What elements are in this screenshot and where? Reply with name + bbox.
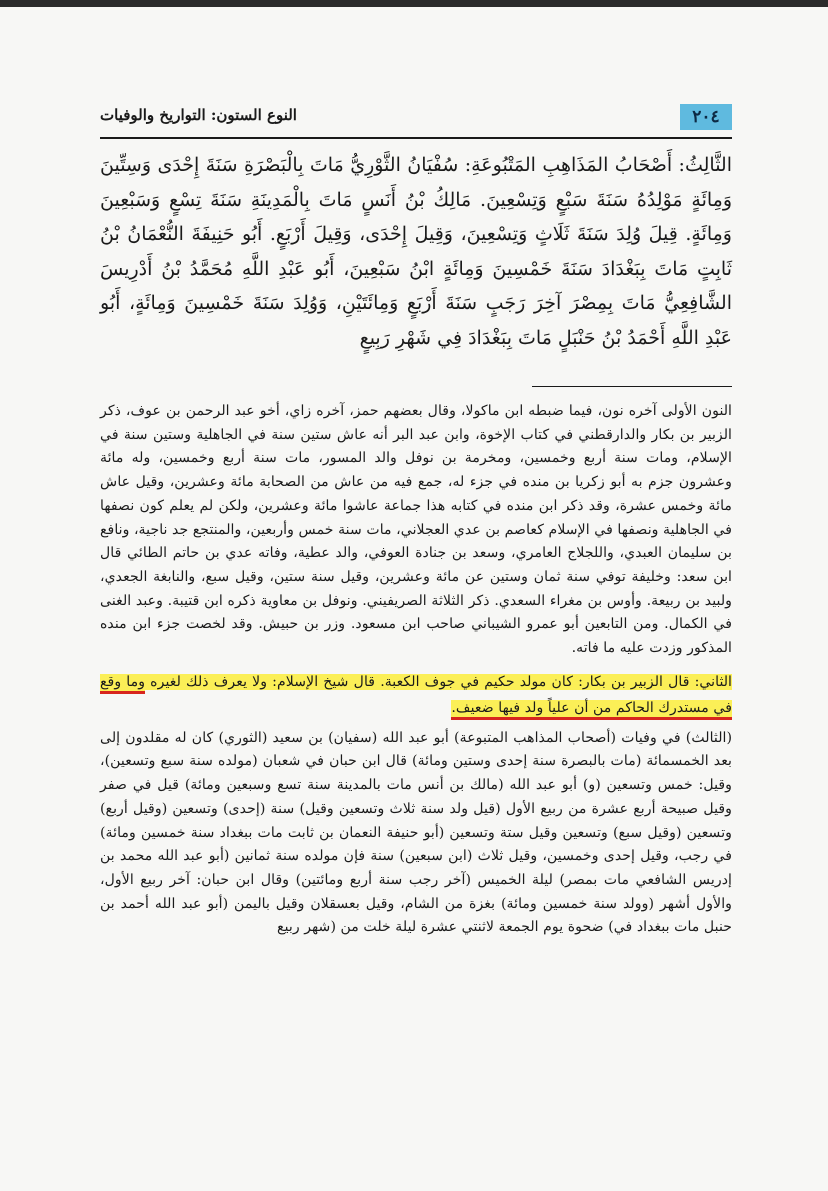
- header-divider: [100, 137, 732, 139]
- main-text: [100, 148, 732, 355]
- commentary-paragraph-3: (الثالث) في وفيات (أصحاب المذاهب المتبوعة) أبو عبد الله (سفيان) بن سعيد (الثوري) كان له مقلدون إلى بعد الخمسمائة (مات بالبصرة سنة إحدى وستين ومائة) قال ابن حبان في شعبان (مولده سنة سبع وتسعين)، وقيل: خمس وتسعين (و) أبو عبد الله (مالك بن أنس مات بالمدينة سنة تسع وسبعين ومائة) قيل في صفر وقيل صبيحة أربع عشرة من ربيع الأول (قيل ولد سنة ثلاث وتسعين وقيل) سنة (إحدى) وتسعين (وقيل أربع) وتسعين (وقيل سبع) وتسعين وقيل ستة وتسعين (أبو حنيفة النعمان بن ثابت مات ببغداد سنة خمسين ومائة) في رجب، وقيل إحدى وخمسين، وقيل ثلاث (ابن سبعين) سنة فإن مولده سنة ثمانين (أبو عبد الله محمد بن إدريس الشافعي مات بمصر) ليلة الخميس (آخر رجب سنة أربع ومائتين) وقال ابن حبان: آخر ربيع الأول، والأول أشهر (وولد سنة خمسين ومائة) بغزة من الشام، وقيل بعسقلان وقيل باليمن (أبو عبد الله أحمد بن حنبل مات ببغداد في) ضحوة يوم الجمعة لاثنتي عشرة ليلة خلت من (شهر ربيع: [100, 729, 732, 936]
- highlighted-text: الثاني: قال الزبير بن بكار: كان مولد حكيم في جوف الكعبة. قال شيخ الإسلام: ولا يعرف ذلك لغيره: [145, 673, 733, 690]
- highlighted-paragraph: [100, 669, 732, 721]
- chapter-title: النوع الستون: التواريخ والوفيات: [100, 106, 297, 124]
- footnote-divider: [532, 386, 732, 387]
- commentary: [100, 400, 732, 940]
- page-number: ٢٠٤: [680, 104, 732, 130]
- underlined-text: وما وقع في مستدرك الحاكم من أن علياً ولد فيها ضعيف.: [100, 674, 732, 720]
- top-bar: [0, 0, 828, 7]
- page-header: [100, 100, 732, 136]
- main-paragraph: الثَّالِثُ: أَصْحَابُ المَذَاهِبِ المَتْبُوعَةِ: سُفْيَانُ الثَّوْرِيُّ مَاتَ بِالْبَصْرَةِ سَنَةَ إِحْدَى وَسِتِّينَ وَمِائَةٍ مَوْلِدُهُ سَنَةَ سَبْعٍ وَتِسْعِينَ. مَالِكُ بْنُ أَنَسٍ مَاتَ بِالْمَدِينَةِ سَنَةَ تِسْعٍ وَسَبْعِينَ وَمِائَةٍ. قِيلَ وُلِدَ سَنَةَ ثَلَاثٍ وَتِسْعِينَ، وَقِيلَ إِحْدَى، وَقِيلَ أَرْبَعٍ. أَبُو حَنِيفَةَ النُّعْمَانُ بْنُ ثَابِتٍ مَاتَ بِبَغْدَادَ سَنَةَ خَمْسِينَ وَمِائَةٍ ابْنُ سَبْعِينَ، أَبُو عَبْدِ اللَّهِ مُحَمَّدُ بْنُ أَدْرِيسَ الشَّافِعِيُّ مَاتَ بِمِصْرَ آخِرَ رَجَبٍ سَنَةَ أَرْبَعٍ وَمِائَتَيْنِ، وَوُلِدَ سَنَةَ خَمْسِينَ وَمِائَةٍ، أَبُو عَبْدِ اللَّهِ أَحْمَدُ بْنُ حَنْبَلٍ مَاتَ بِبَغْدَادَ فِي شَهْرِ رَبِيعٍ: [100, 154, 732, 349]
- commentary-paragraph-1: النون الأولى آخره نون، فيما ضبطه ابن ماكولا، وقال بعضهم حمز، آخره زاي، أخو عبد الرحمن بن عوف، ذكر الزبير بن بكار والدارقطني في كتاب الإخوة، وابن عبد البر أنه عاش ستين سنة في الجاهلية وستين سنة في الإسلام، ومات سنة أربع وخمسين، ومخرمة بن نوفل والد المسور، مات سنة أربع وخمسين، وله مائة وعشرون جزم به أبو زكريا بن منده في جزء له، جمع فيه من عاش من الصحابة مائة وعشرين، وقيل عاش مائة وخمس عشرة، وقد ذكر ابن منده في كتابه هذا جماعة عاشوا مائة وعشرين، ولكن لم يعلم كون نصفها في الجاهلية ونصفها في الإسلام كعاصم بن عدي العجلاني، مات سنة خمس وأربعين، والمنتجع جد ناجية، ونافع بن سليمان العبدي، واللجلاج العامري، وسعد بن جنادة العوفي، والد عطية، وفاته عدي بن حاتم الطائي قال ابن سعد: وخليفة توفي سنة ثمان وستين عن مائة وعشرين، وقيل سنة ستين، وقيل سبع، والنابغة الجعدي، ولبيد بن ربيعة. وأوس بن مغراء السعدي. ذكر الثلاثة الصريفيني. ونوفل بن معاوية ذكره ابن قتيبة. وعبد الغنى في الكمال. ومن التابعين أبو عمرو الشيباني صاحب ابن مسعود. وزر بن حبيش. وقد لخصت جزء ابن منده المذكور وزدت عليه ما فاته.: [100, 403, 732, 657]
